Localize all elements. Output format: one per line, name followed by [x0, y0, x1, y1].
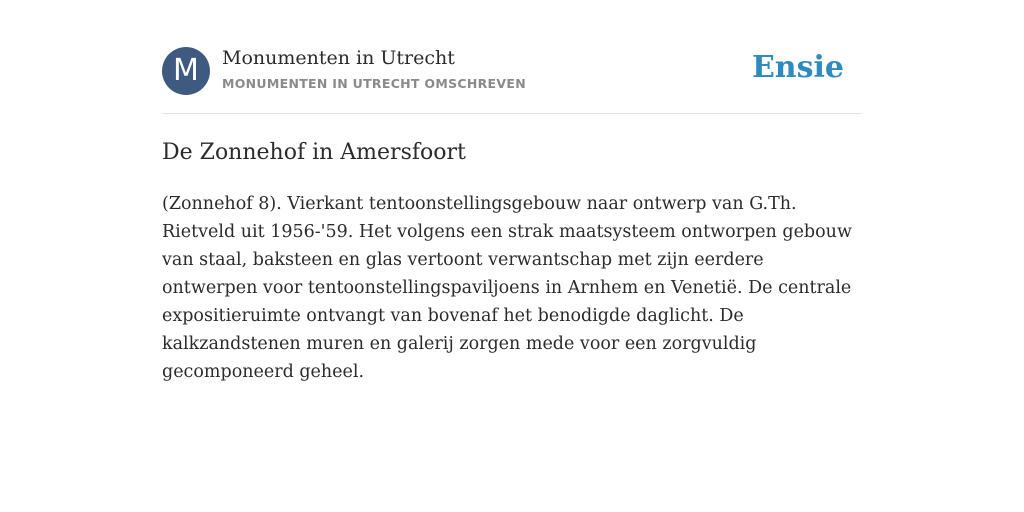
- ensie-logo[interactable]: Ensie: [751, 50, 844, 85]
- page: [162, 0, 862, 512]
- avatar[interactable]: M: [162, 47, 210, 95]
- site-title[interactable]: Monumenten in Utrecht: [222, 47, 455, 69]
- article-body: (Zonnehof 8). Vierkant tentoonstellingsgebouw naar ontwerp van G.Th. Rietveld uit 1956-'59. Het volgens een strak maatsysteem ontworpen gebouw van staal, baksteen en glas vertoont verwantschap met zijn eerdere ontwerpen voor tentoonstellingspaviljoens in Arnhem en Venetië. De centrale expositieruimte ontvangt van bovenaf het benodigde daglicht. De kalkzandstenen muren en galerij zorgen mede voor een zorgvuldig gecomponeerd geheel.: [162, 194, 852, 382]
- article-title: De Zonnehof in Amersfoort: [162, 140, 466, 165]
- header-divider: [162, 113, 862, 114]
- site-header: [162, 46, 862, 96]
- site-subtitle: MONUMENTEN IN UTRECHT OMSCHREVEN: [222, 76, 526, 91]
